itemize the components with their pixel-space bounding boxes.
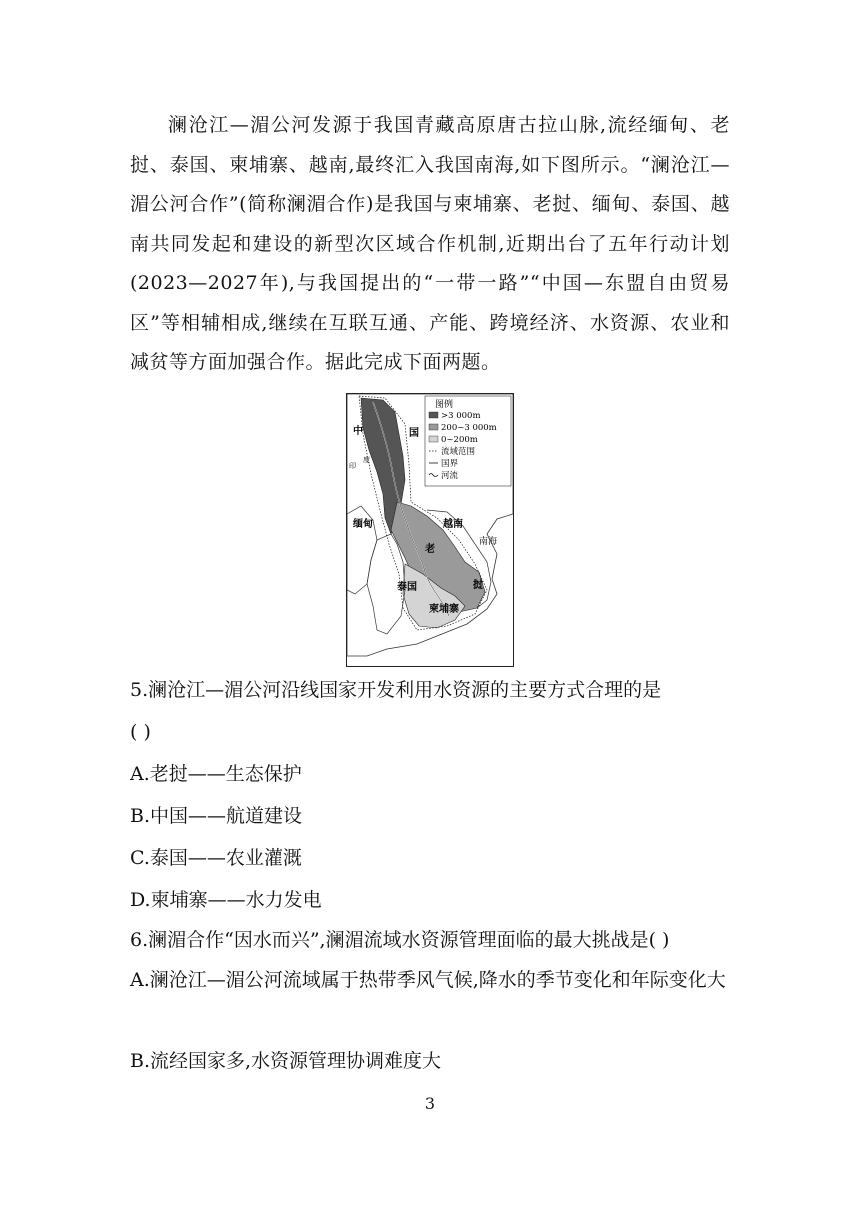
page-number: 3 (424, 1094, 436, 1113)
question-6-option-a: A.澜沧江—湄公河流域属于热带季风气候,降水的季节变化和年际变化大 (130, 969, 726, 991)
map-label-lao-1: 老 (425, 544, 435, 555)
map-label-du: 度 (363, 456, 370, 464)
legend-swatch-mid (429, 424, 438, 430)
map-label-guo: 国 (409, 428, 419, 439)
legend-label-border: 国界 (441, 459, 459, 469)
legend-label-mid: 200~3 000m (441, 423, 497, 433)
question-5-option-b: B.中国——航道建设 (130, 805, 303, 827)
passage-paragraph: 澜沧江—湄公河发源于我国青藏高原唐古拉山脉,流经缅甸、老挝、泰国、柬埔寨、越南,最终汇入我国南海,如下图所示。“澜沧江—湄公河合作”(简称澜湄合作)是我国与柬埔寨、老挝、缅甸、泰国、越南共同发起和建设的新型次区域合作机制,近期出台了五年行动计划(2023—2027年),与我国提出的“一带一路”“中国—东盟自由贸易区”等相辅相成,继续在互联互通、产能、跨境经济、水资源、农业和减贫等方面加强合作。据此完成下面两题。 (130, 114, 730, 373)
map-label-yin: 印 (349, 462, 356, 470)
question-5-stem-line1: 5.澜沧江—湄公河沿线国家开发利用水资源的主要方式合理的是 (130, 679, 662, 701)
legend-swatch-low (429, 436, 438, 442)
map-graphic (347, 394, 513, 666)
question-6-stem: 6.澜湄合作“因水而兴”,澜湄流域水资源管理面临的最大挑战是( ) (130, 929, 670, 951)
legend-title: 图例 (435, 400, 454, 410)
map-label-myanmar: 缅甸 (353, 519, 373, 530)
map-label-thailand: 泰国 (397, 582, 417, 593)
question-5-option-c: C.泰国——农业灌溉 (130, 847, 302, 869)
legend-label-basin: 流域范围 (441, 447, 476, 457)
legend-label-low: 0~200m (441, 435, 478, 445)
map-label-south-sea: 南海 (479, 537, 498, 547)
map-label-zhong: 中 (353, 426, 363, 437)
map-label-cambodia: 柬埔寨 (429, 604, 459, 615)
legend-label-high: >3 000m (441, 411, 481, 421)
mekong-basin-map (346, 393, 514, 667)
legend-label-river: 河流 (441, 471, 459, 481)
question-6-option-b: B.流经国家多,水资源管理协调难度大 (130, 1050, 442, 1072)
question-5-option-a: A.老挝——生态保护 (130, 763, 302, 785)
map-label-lao-2: 挝 (473, 580, 483, 591)
question-5-stem-line2: ( ) (130, 721, 151, 743)
legend-swatch-high (429, 412, 438, 418)
question-5-option-d: D.柬埔寨——水力发电 (130, 889, 322, 911)
map-label-vietnam: 越南 (443, 519, 463, 530)
